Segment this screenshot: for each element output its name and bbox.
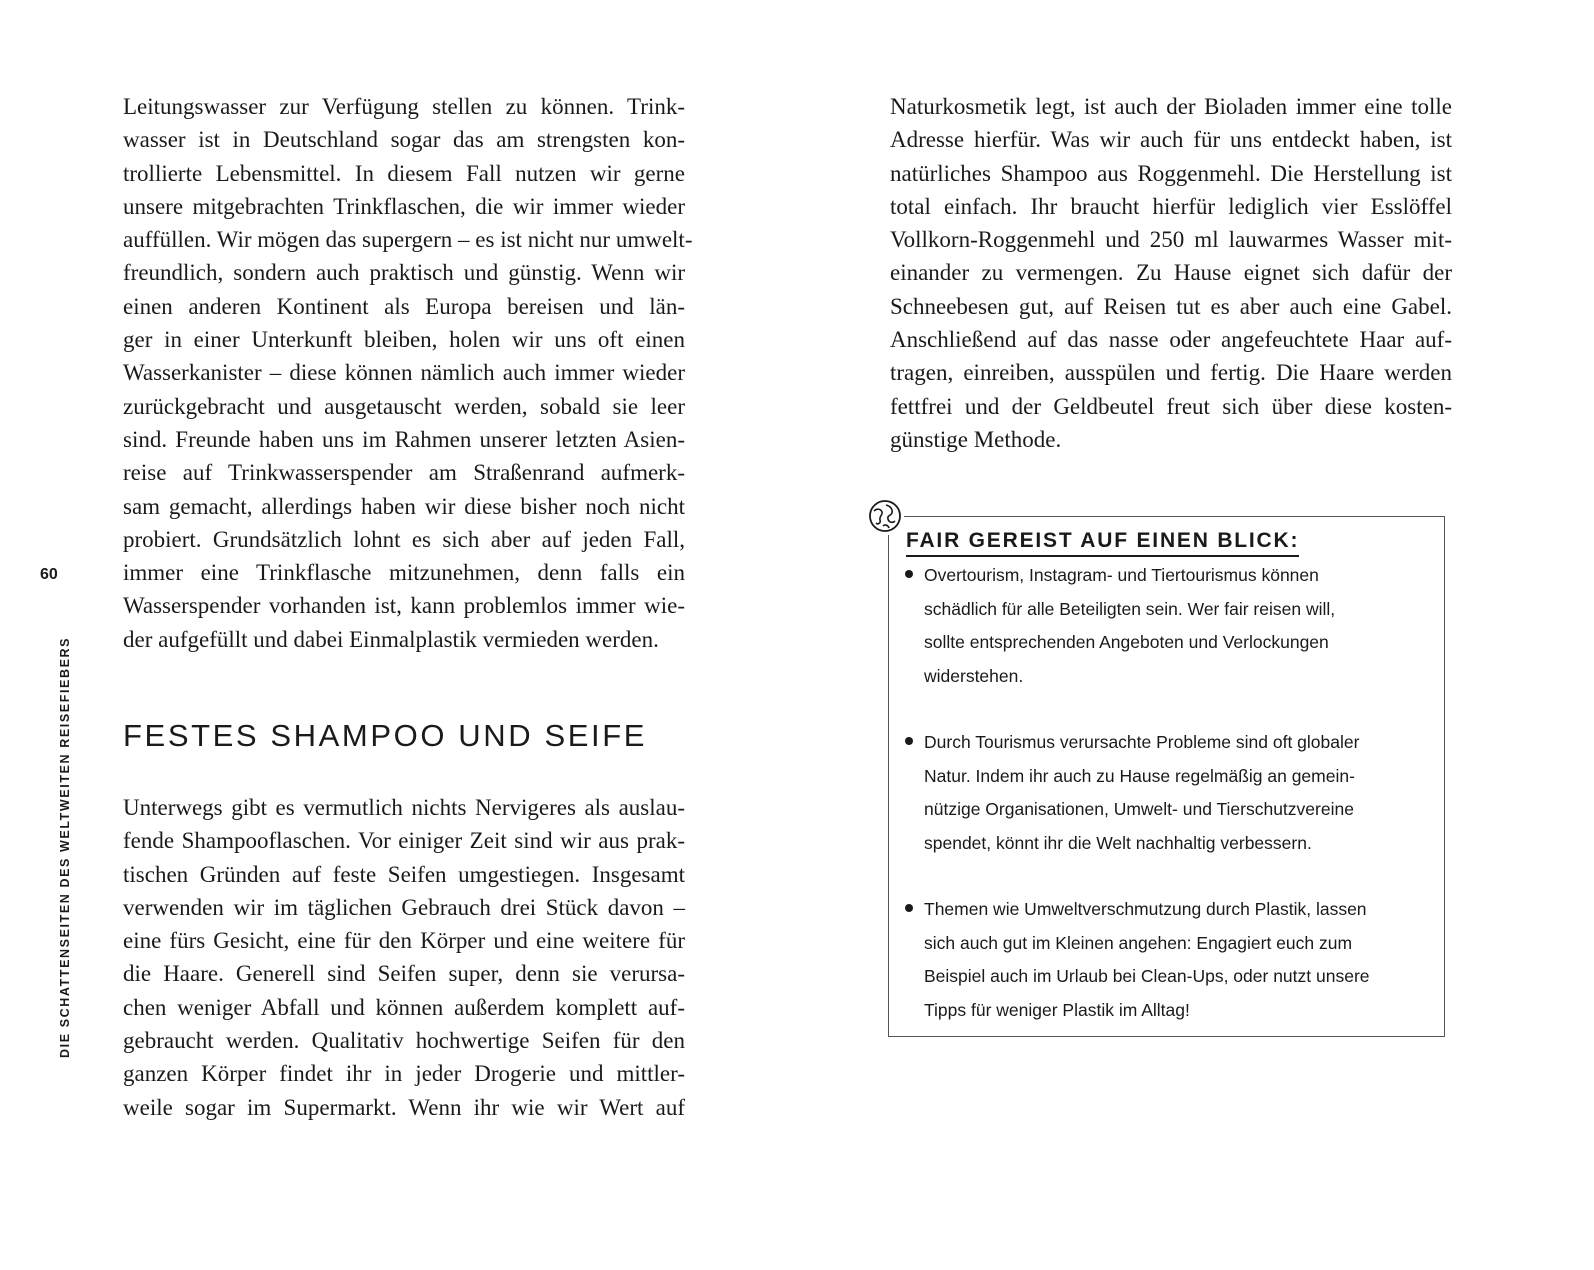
text-line: Leitungswasser zur Verfügung stellen zu können. Trink- bbox=[123, 94, 685, 119]
text-line: total einfach. Ihr braucht hierfür lediglich vier Esslöffel bbox=[890, 193, 1452, 219]
bullet-line: nützige Organisationen, Umwelt- und Tierschutzvereine bbox=[924, 799, 1354, 819]
text-line: probiert. Grundsätzlich lohnt es sich aber auf jeden Fall, bbox=[123, 526, 685, 552]
bullet-item bbox=[905, 893, 1445, 1027]
text-line: fettfrei und der Geldbeutel freut sich über diese kosten- bbox=[890, 393, 1452, 419]
text-line: sind. Freunde haben uns im Rahmen unserer letzten Asien- bbox=[123, 426, 685, 452]
text-line: wasser ist in Deutschland sogar das am strengsten kon- bbox=[123, 127, 685, 153]
globe-icon bbox=[866, 497, 904, 535]
text-line: trollierte Lebensmittel. In diesem Fall nutzen wir gerne bbox=[123, 160, 685, 186]
text-line: natürliches Shampoo aus Roggenmehl. Die Herstellung ist bbox=[890, 160, 1452, 186]
text-line: Wasserkanister – diese können nämlich auch immer wieder bbox=[123, 360, 685, 386]
text-line: zurückgebracht und ausgetauscht werden, sobald sie leer bbox=[123, 393, 685, 419]
section-heading: FESTES SHAMPOO UND SEIFE bbox=[123, 718, 648, 753]
left-paragraph-1 bbox=[123, 90, 693, 656]
text-line: sam gemacht, allerdings haben wir diese bisher noch nicht bbox=[123, 493, 685, 519]
bullet-dot-icon bbox=[905, 737, 913, 745]
text-line: günstige Methode. bbox=[890, 426, 1062, 452]
text-line: ger in einer Unterkunft bleiben, holen wir uns oft einen bbox=[123, 327, 685, 353]
bullet-dot-icon bbox=[905, 904, 913, 912]
text-line: tragen, einreiben, ausspülen und fertig. Die Haare werden bbox=[890, 360, 1452, 386]
text-line: verwenden wir im täglichen Gebrauch drei Stück davon – bbox=[123, 894, 685, 920]
text-line: weile sogar im Supermarkt. Wenn ihr wie wir Wert auf bbox=[123, 1094, 685, 1120]
text-line: ganzen Körper findet ihr in jeder Drogerie und mittler- bbox=[123, 1061, 685, 1087]
bullet-item bbox=[905, 726, 1445, 860]
bullet-line: Beispiel auch im Urlaub bei Clean-Ups, oder nutzt unsere bbox=[924, 966, 1370, 986]
text-line: Unterwegs gibt es vermutlich nichts Nervigeres als auslau- bbox=[123, 795, 685, 820]
text-line: Schneebesen gut, auf Reisen tut es aber auch eine Gabel. bbox=[890, 293, 1452, 319]
bullet-dot-icon bbox=[905, 570, 913, 578]
text-line: Anschließend auf das nasse oder angefeuchtete Haar auf- bbox=[890, 327, 1452, 353]
text-line: einander zu vermengen. Zu Hause eignet sich dafür der bbox=[890, 260, 1452, 286]
left-paragraph-2 bbox=[123, 791, 685, 1124]
text-line: auffüllen. Wir mögen das supergern – es ist nicht nur umwelt- bbox=[123, 227, 693, 253]
bullet-line: Overtourism, Instagram- und Tiertourismus können bbox=[924, 565, 1319, 585]
text-line: immer eine Trinkflasche mitzunehmen, denn falls ein bbox=[123, 560, 685, 586]
text-line: unsere mitgebrachten Trinkflaschen, die wir immer wieder bbox=[123, 193, 685, 219]
page-number: 60 bbox=[40, 566, 58, 583]
text-line: reise auf Trinkwasserspender am Straßenrand aufmerk- bbox=[123, 460, 685, 486]
text-line: tischen Gründen auf feste Seifen umgestiegen. Insgesamt bbox=[123, 861, 685, 887]
globe-icon-svg bbox=[866, 497, 904, 535]
bullet-line: sich auch gut im Kleinen angehen: Engagiert euch zum bbox=[924, 932, 1353, 953]
bullet-line: Durch Tourismus verursachte Probleme sind oft globaler bbox=[924, 732, 1360, 752]
text-line: chen weniger Abfall und können außerdem komplett auf- bbox=[123, 994, 685, 1020]
box-title: FAIR GEREIST AUF EINEN BLICK: bbox=[906, 528, 1299, 557]
text-line: Naturkosmetik legt, ist auch der Bioladen immer eine tolle bbox=[890, 94, 1452, 119]
bullet-line: Tipps für weniger Plastik im Alltag! bbox=[924, 999, 1190, 1020]
text-line: fende Shampooflaschen. Vor einiger Zeit sind wir aus prak- bbox=[123, 828, 685, 854]
text-line: Adresse hierfür. Was wir auch für uns entdeckt haben, ist bbox=[890, 127, 1452, 153]
text-line: gebraucht werden. Qualitativ hochwertige Seifen für den bbox=[123, 1028, 685, 1054]
text-line: freundlich, sondern auch praktisch und günstig. Wenn wir bbox=[123, 260, 685, 286]
text-line: eine fürs Gesicht, eine für den Körper und eine weitere für bbox=[123, 928, 685, 954]
bullet-line: Natur. Indem ihr auch zu Hause regelmäßig an gemein- bbox=[924, 765, 1355, 786]
text-line: Vollkorn-Roggenmehl und 250 ml lauwarmes Wasser mit- bbox=[890, 227, 1452, 253]
text-line: der aufgefüllt und dabei Einmalplastik vermieden werden. bbox=[123, 626, 659, 652]
text-line: die Haare. Generell sind Seifen super, denn sie verursa- bbox=[123, 961, 685, 987]
bullet-line: Themen wie Umweltverschmutzung durch Plastik, lassen bbox=[924, 899, 1367, 919]
bullet-item bbox=[905, 559, 1445, 693]
text-line: Wasserspender vorhanden ist, kann problemlos immer wie- bbox=[123, 593, 685, 619]
bullet-line: sollte entsprechenden Angeboten und Verlockungen bbox=[924, 632, 1329, 652]
bullet-line: spendet, könnt ihr die Welt nachhaltig verbessern. bbox=[924, 832, 1312, 853]
text-line: einen anderen Kontinent als Europa bereisen und län- bbox=[123, 293, 685, 319]
right-paragraph bbox=[890, 90, 1452, 456]
bullet-line: widerstehen. bbox=[924, 665, 1024, 686]
running-head: DIE SCHATTENSEITEN DES WELTWEITEN REISEFIEBERS bbox=[58, 636, 72, 1058]
bullet-line: schädlich für alle Beteiligten sein. Wer fair reisen will, bbox=[924, 598, 1336, 619]
